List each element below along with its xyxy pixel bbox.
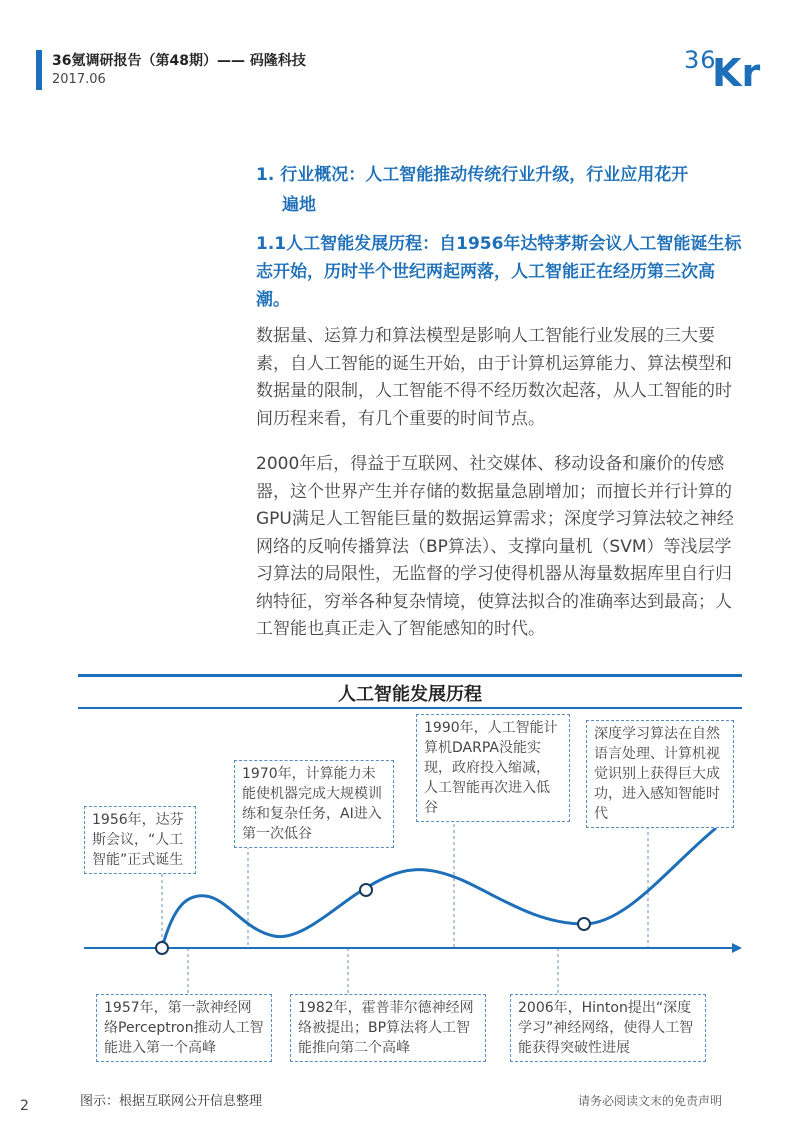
marker-2006	[578, 918, 590, 930]
section-heading-line2: 遍地	[282, 195, 316, 215]
event-box-1990: 1990年，人工智能计算机DARPA没能实现，政府投入缩减，人工智能再次进入低谷	[416, 714, 570, 822]
logo-kr: Kr	[712, 51, 761, 95]
paragraph-2: 2000年后，得益于互联网、社交媒体、移动设备和廉价的传感器，这个世界产生并存储的数据量急剧增加；而擅长并行计算的GPU满足人工智能巨量的数据运算需求；深度学习算法较之神经网络的反响传播算法（BP算法）、支撑向量机（SVM）等浅层学习算法的局限性，无监督的学习使得机器从海量数据库里自行归纳特征，穷举各种复杂情境，使算法拟合的准确率达到最高；人工智能也真正走入了智能感知的时代。	[256, 454, 734, 639]
diagram-title: 人工智能发展历程	[338, 684, 482, 705]
marker-1982	[360, 884, 372, 896]
report-title: 36氪调研报告（第48期）—— 码隆科技	[52, 53, 306, 69]
disclaimer-note: 请务必阅读文末的免责声明	[578, 1094, 723, 1108]
marker-1956	[156, 942, 168, 954]
section-heading-line1: 1. 行业概况：人工智能推动传统行业升级，行业应用花开	[256, 165, 689, 185]
event-box-1956: 1956年，达芬斯会议，“人工智能”正式诞生	[84, 806, 196, 874]
ai-history-diagram	[78, 674, 742, 1086]
event-box-2006: 2006年，Hinton提出“深度学习”神经网络，使得人工智能获得突破性进展	[510, 994, 706, 1062]
event-box-1982: 1982年，霍普菲尔德神经网络被提出；BP算法将人工智能推向第二个高峰	[290, 994, 486, 1062]
event-box-1957: 1957年，第一款神经网络Perceptron推动人工智能进入第一个高峰	[96, 994, 272, 1062]
report-date: 2017.06	[52, 72, 106, 87]
36kr-logo	[684, 42, 761, 95]
paragraph-1: 数据量、运算力和算法模型是影响人工智能行业发展的三大要素，自人工智能的诞生开始，由于计算机运算能力、算法模型和数据量的限制，人工智能不得不经历数次起落，从人工智能的时间历程来看，有几个重要的时间节点。	[256, 326, 732, 429]
event-box-1970: 1970年，计算能力未能使机器完成大规模训练和复杂任务，AI进入第一次低谷	[234, 760, 394, 848]
section-heading	[256, 160, 746, 220]
logo-36: 36	[684, 46, 717, 74]
page-number: 2	[20, 1098, 29, 1114]
event-box-deep-learning: 深度学习算法在自然语言处理、计算机视觉识别上获得巨大成功，进入感知智能时代	[586, 720, 734, 828]
header-accent-bar	[36, 50, 42, 90]
timeline-arrowhead	[732, 943, 742, 953]
subsection-heading: 1.1人工智能发展历程：自1956年达特茅斯会议人工智能诞生标志开始，历时半个世纪两起两落，人工智能正在经历第三次高潮。	[256, 234, 742, 310]
figure-source: 图示：根据互联网公开信息整理	[80, 1094, 263, 1109]
